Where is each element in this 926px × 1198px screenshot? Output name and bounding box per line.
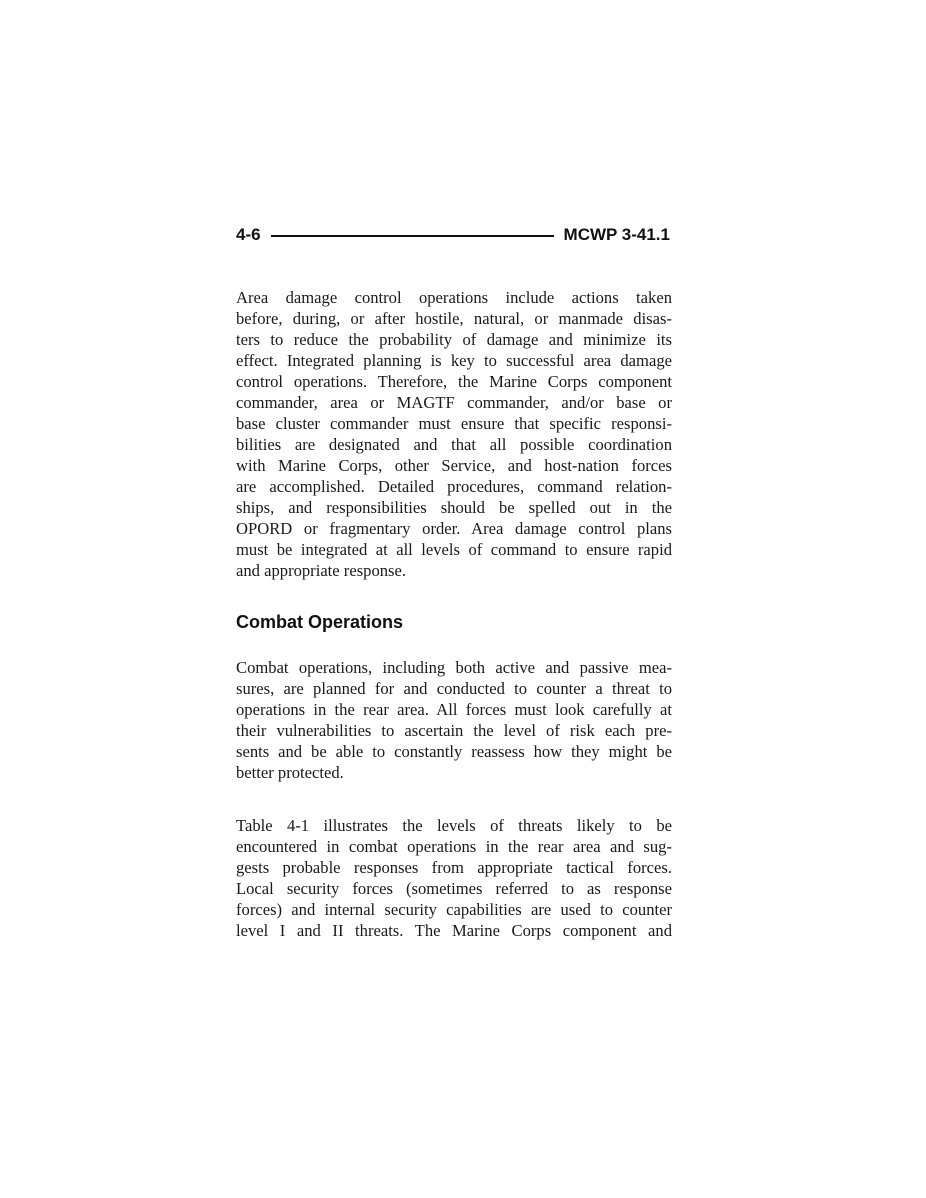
text-line: their vulnerabilities to ascertain the level of risk each pre- (236, 721, 672, 740)
text-line: level I and II threats. The Marine Corps component and (236, 921, 672, 940)
text-line: ships, and responsibilities should be spelled out in the (236, 498, 672, 517)
text-line: and appropriate response. (236, 561, 407, 580)
text-line: Combat operations, including both active and passive mea- (236, 658, 672, 677)
text-line: control operations. Therefore, the Marine Corps component (236, 372, 672, 391)
running-header (236, 222, 670, 248)
publication-title: MCWP 3-41.1 (563, 225, 670, 244)
text-line: base cluster commander must ensure that specific responsi- (236, 414, 672, 433)
text-line: Local security forces (sometimes referred to as response (236, 879, 672, 898)
page-number: 4-6 (236, 225, 261, 244)
text-line: Area damage control operations include actions taken (236, 288, 672, 307)
text-line: gests probable responses from appropriate tactical forces. (236, 858, 672, 877)
text-line: before, during, or after hostile, natural, or manmade disas- (236, 309, 672, 328)
text-line: Table 4-1 illustrates the levels of threats likely to be (236, 816, 672, 835)
text-line: encountered in combat operations in the rear area and sug- (236, 837, 672, 856)
text-line: must be integrated at all levels of command to ensure rapid (236, 540, 672, 559)
text-line: bilities are designated and that all possible coordination (236, 435, 672, 454)
header-rule (271, 235, 554, 237)
text-line: OPORD or fragmentary order. Area damage control plans (236, 519, 672, 538)
text-line: sures, are planned for and conducted to counter a threat to (236, 679, 672, 698)
text-line: effect. Integrated planning is key to successful area damage (236, 351, 672, 370)
text-line: ters to reduce the probability of damage and minimize its (236, 330, 672, 349)
text-line: with Marine Corps, other Service, and host-nation forces (236, 456, 672, 475)
text-line: commander, area or MAGTF commander, and/or base or (236, 393, 672, 412)
paragraph-table-reference (236, 815, 672, 941)
text-line: forces) and internal security capabilities are used to counter (236, 900, 672, 919)
text-line: are accomplished. Detailed procedures, command relation- (236, 477, 672, 496)
section-heading: Combat Operations (236, 612, 404, 632)
text-line: operations in the rear area. All forces must look carefully at (236, 700, 672, 719)
paragraph-area-damage-control (236, 287, 672, 581)
paragraph-combat-operations (236, 657, 672, 783)
text-line: sents and be able to constantly reassess how they might be (236, 742, 672, 761)
text-line: better protected. (236, 763, 344, 782)
